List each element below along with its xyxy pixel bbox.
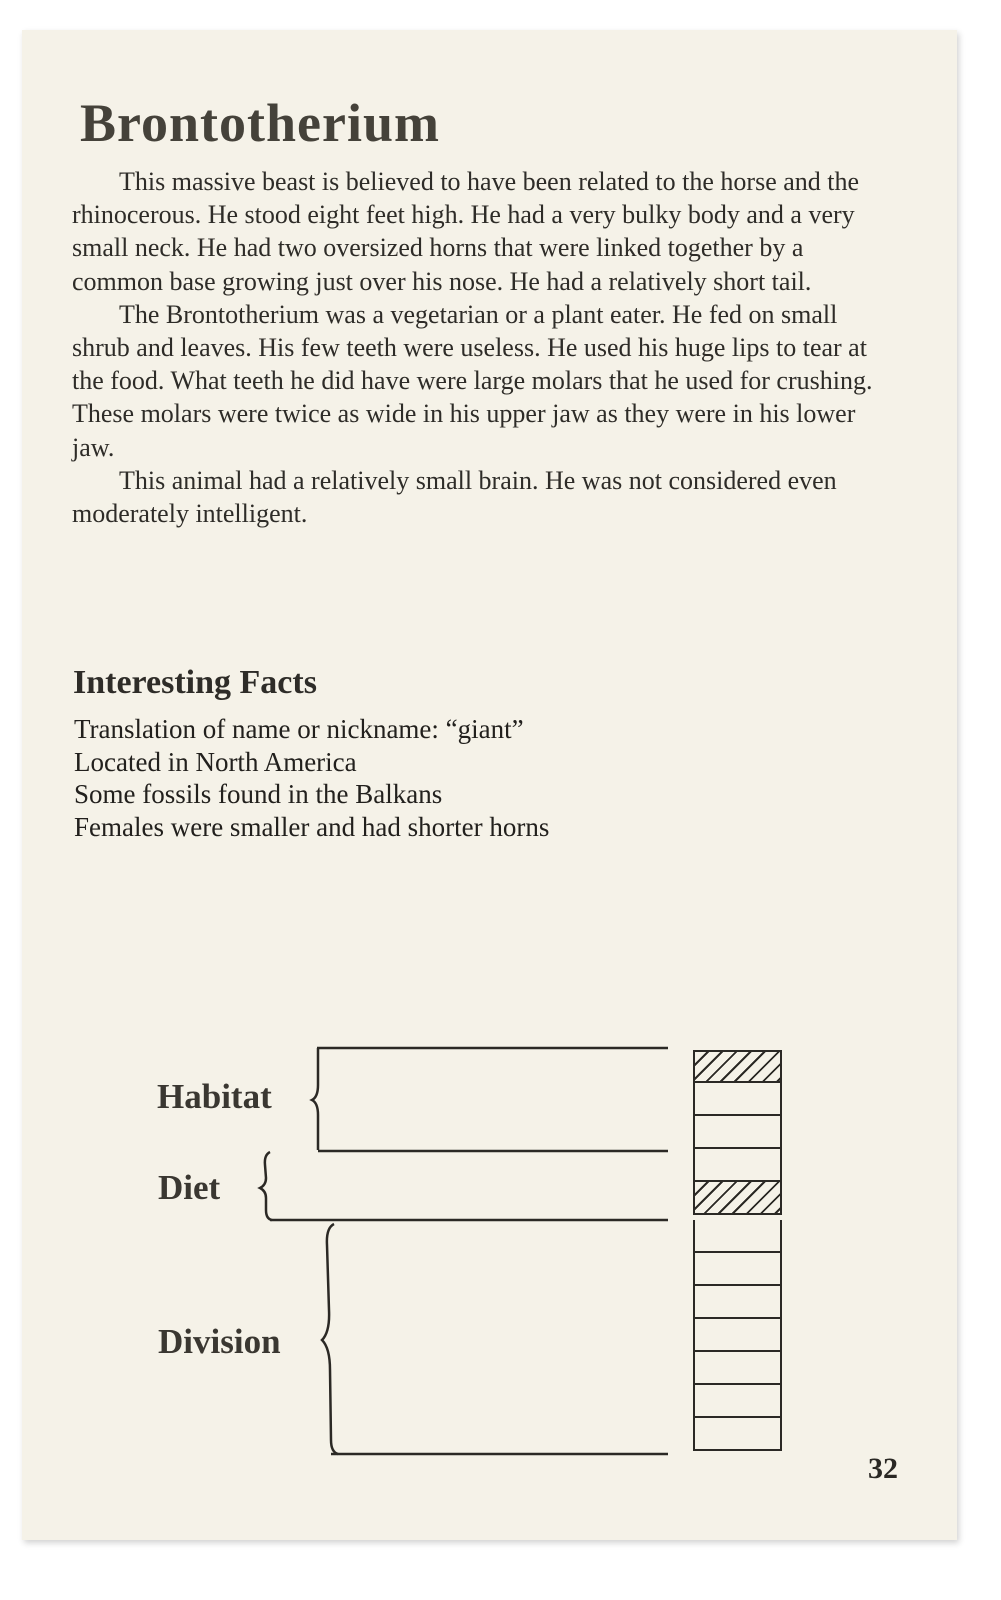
checkbox-mammal xyxy=(693,1253,782,1286)
fact-item: Some fossils found in the Balkans xyxy=(74,779,443,809)
page-title: Brontotherium xyxy=(80,93,440,153)
checkbox-fish xyxy=(693,1220,782,1253)
category-label-diet: Diet xyxy=(158,1168,221,1207)
category-label-division: Division xyxy=(158,1322,281,1361)
fact-item: Females were smaller and had shorter horns xyxy=(74,811,550,842)
diet-brace xyxy=(260,1152,668,1220)
habitat-brace xyxy=(312,1048,668,1151)
category-label-habitat: Habitat xyxy=(157,1077,272,1116)
checkbox-insect xyxy=(693,1385,782,1418)
checkbox-land xyxy=(693,1050,782,1083)
facts-heading: Interesting Facts xyxy=(73,664,317,701)
checkbox-arthropod xyxy=(693,1418,782,1451)
checkbox-herbivorous xyxy=(693,1182,782,1215)
paragraph: This animal had a relatively small brain. He was not considered even moderately intelligent. xyxy=(72,465,837,529)
checkbox-mollusk xyxy=(693,1352,782,1385)
fact-item: Translation of name or nickname: “giant” xyxy=(74,714,524,744)
checkbox-bird xyxy=(693,1319,782,1352)
checkbox-water xyxy=(693,1083,782,1116)
page-number: 32 xyxy=(868,1452,898,1485)
checkbox-reptile xyxy=(693,1286,782,1319)
division-brace xyxy=(322,1224,668,1454)
paragraph: This massive beast is believed to have been related to the horse and the rhinocerous. He stood eight feet high. He had a very bulky body and a very small neck. He had two oversized horns that were linked together by a common base growing just over his nose. He had a relatively short tail. xyxy=(72,167,860,296)
checkbox-air xyxy=(693,1116,782,1149)
checkbox-carnivorous xyxy=(693,1149,782,1182)
fact-item: Located in North America xyxy=(74,746,357,777)
paragraph: The Brontotherium was a vegetarian or a plant eater. He fed on small shrub and leaves. His few teeth were useless. He used his huge lips to tear at the food. What teeth he did have were large molars that he used for crushing. These molars were twice as wide in his upper jaw as they were in his lower jaw. xyxy=(72,299,873,462)
